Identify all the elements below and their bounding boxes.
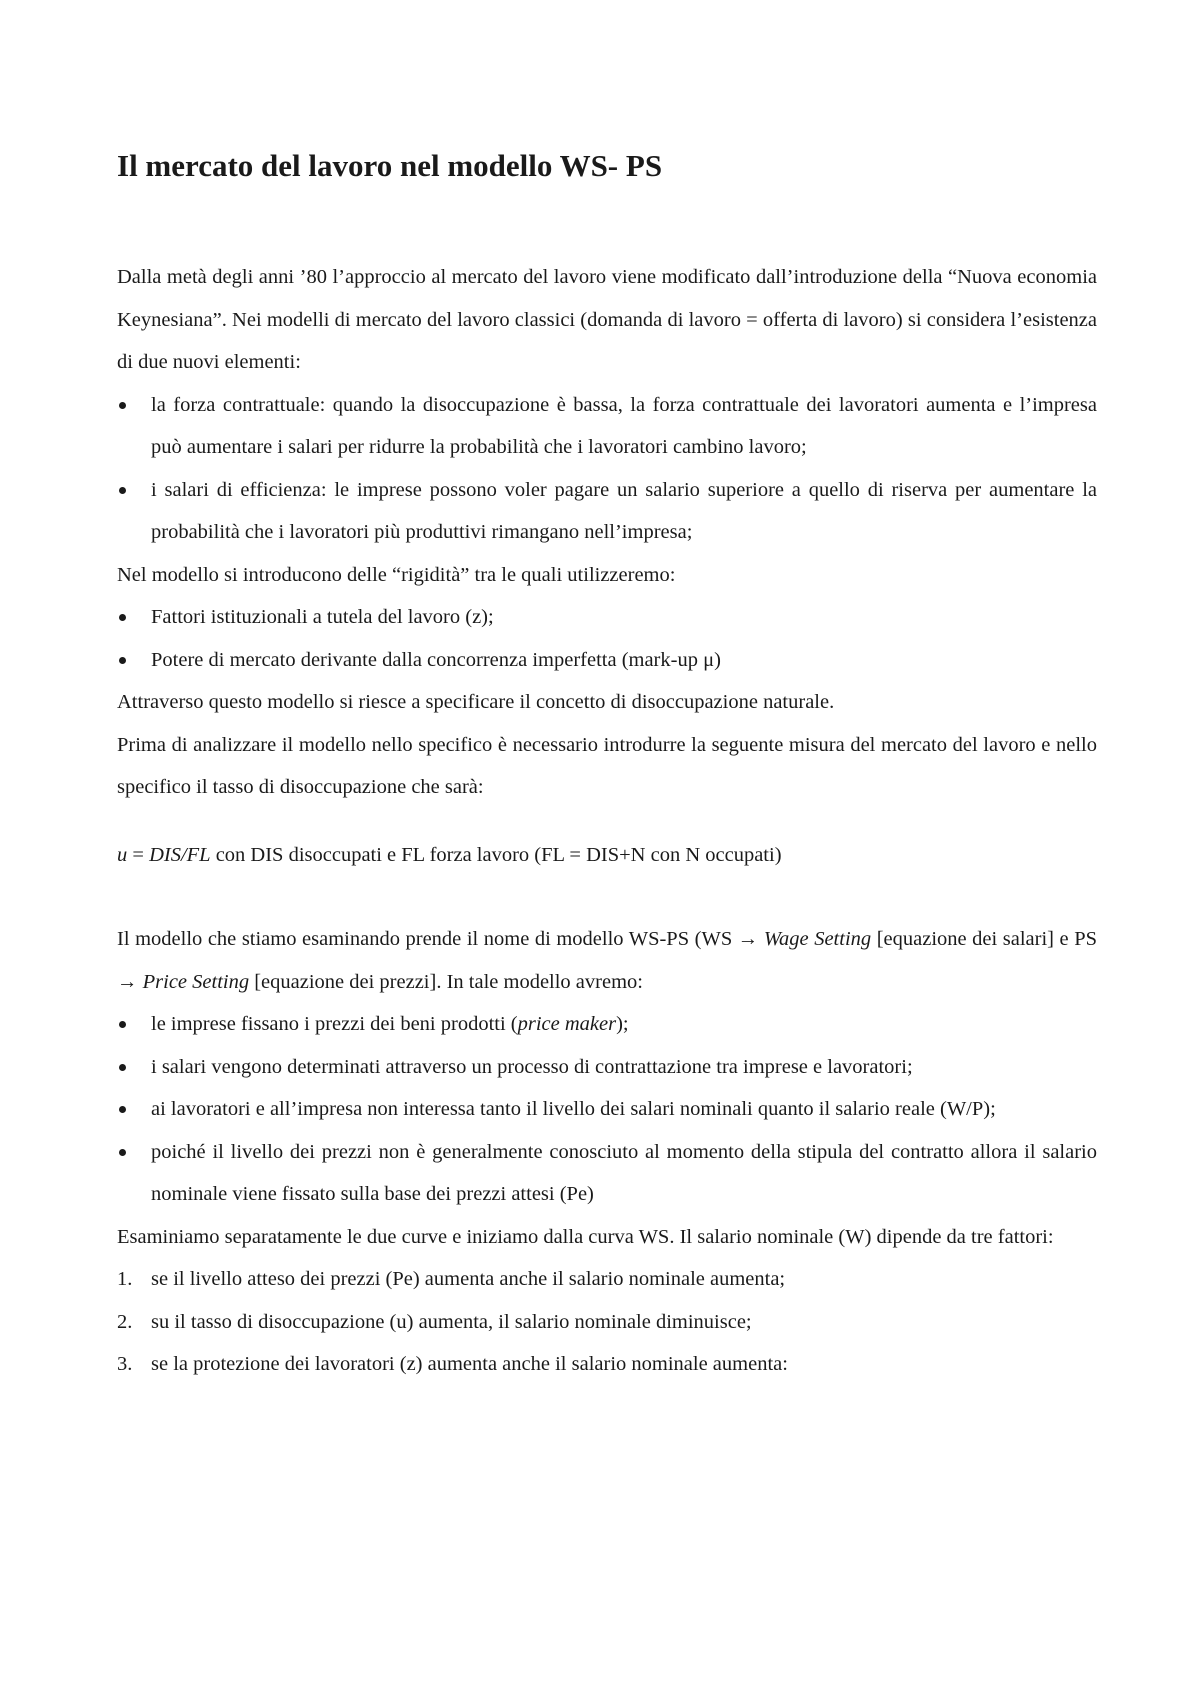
ws-intro-paragraph: Esaminiamo separatamente le due curve e iniziamo dalla curva WS. Il salario nominale (W) dipende da tre fattori: [117, 1225, 1054, 1248]
list-item: i salari di efficienza: le imprese possono voler pagare un salario superiore a quello di riserva per aumentare la probabilità che i lavoratori più produttivi rimangano nell’impresa; [117, 469, 1097, 554]
list-item: poiché il livello dei prezzi non è generalmente conosciuto al momento della stipula del contratto allora il salario nominale viene fissato sulla base dei prezzi attesi (Pe) [117, 1131, 1097, 1216]
formula-eq: = [127, 843, 150, 866]
model-points-list [117, 1003, 1097, 1216]
list-item: la forza contrattuale: quando la disoccupazione è bassa, la forza contrattuale dei lavoratori aumenta e l’impresa può aumentare i salari per ridurre la probabilità che i lavoratori cambino lavoro; [117, 384, 1097, 469]
list-item: Potere di mercato derivante dalla concorrenza imperfetta (mark-up μ) [117, 639, 1097, 682]
model-intro-text: [equazione dei prezzi]. In tale modello avremo: [249, 970, 643, 993]
list-item [117, 1343, 1097, 1386]
rigidities-list [117, 596, 1097, 681]
price-setting-term: Price Setting [142, 970, 250, 993]
document-body [117, 256, 1097, 1386]
model-intro-text: Il modello che stiamo esaminando prende il nome di modello WS-PS (WS → [117, 928, 764, 950]
list-item-text: ); [616, 1013, 629, 1035]
unemployment-formula [117, 834, 1097, 877]
formula-rhs: DIS/FL [149, 843, 211, 866]
rigidities-intro: Nel modello si introducono delle “rigidità” tra le quali utilizzeremo: [117, 563, 676, 586]
list-item-text: se il livello atteso dei prezzi (Pe) aumenta anche il salario nominale aumenta; [151, 1268, 786, 1290]
price-maker-term: price maker [517, 1013, 617, 1035]
list-item-text: se la protezione dei lavoratori (z) aumenta anche il salario nominale aumenta: [151, 1353, 788, 1375]
item-number: 2. [117, 1310, 133, 1333]
list-item [117, 1258, 1097, 1301]
intro-paragraph: Dalla metà degli anni ’80 l’approccio al mercato del lavoro viene modificato dall’introduzione della “Nuova economia Keynesiana”. Nei modelli di mercato del lavoro classici (domanda di lavoro = offerta di lavoro) si considera l’esistenza di due nuovi elementi: [117, 266, 1097, 373]
measure-paragraph: Prima di analizzare il modello nello specifico è necessario introdurre la seguente misura del mercato del lavoro e nello specifico il tasso di disoccupazione che sarà: [117, 733, 1097, 798]
list-item: Fattori istituzionali a tutela del lavoro (z); [117, 596, 1097, 639]
factors-list [117, 1258, 1097, 1386]
formula-text: con DIS disoccupati e FL forza lavoro (FL = DIS+N con N occupati) [210, 843, 782, 866]
list-item-text: su il tasso di disoccupazione (u) aumenta, il salario nominale diminuisce; [151, 1310, 752, 1333]
item-number: 3. [117, 1353, 133, 1375]
natural-unemployment-paragraph: Attraverso questo modello si riesce a specificare il concetto di disoccupazione naturale. [117, 691, 835, 713]
list-item [117, 1301, 1097, 1344]
wage-setting-term: Wage Setting [763, 928, 872, 950]
list-item: ai lavoratori e all’impresa non interessa tanto il livello dei salari nominali quanto il salario reale (W/P); [117, 1088, 1097, 1131]
item-number: 1. [117, 1268, 133, 1290]
page-title: Il mercato del lavoro nel modello WS- PS [117, 148, 663, 183]
list-item: i salari vengono determinati attraverso un processo di contrattazione tra imprese e lavoratori; [117, 1046, 1097, 1089]
model-intro-paragraph [117, 918, 1097, 1003]
formula-lhs: u [117, 843, 128, 866]
elements-list [117, 384, 1097, 554]
list-item-text: le imprese fissano i prezzi dei beni prodotti ( [151, 1013, 518, 1035]
model-intro-text: [equazione dei salari] e PS → [117, 928, 1098, 993]
list-item [117, 1003, 1097, 1046]
